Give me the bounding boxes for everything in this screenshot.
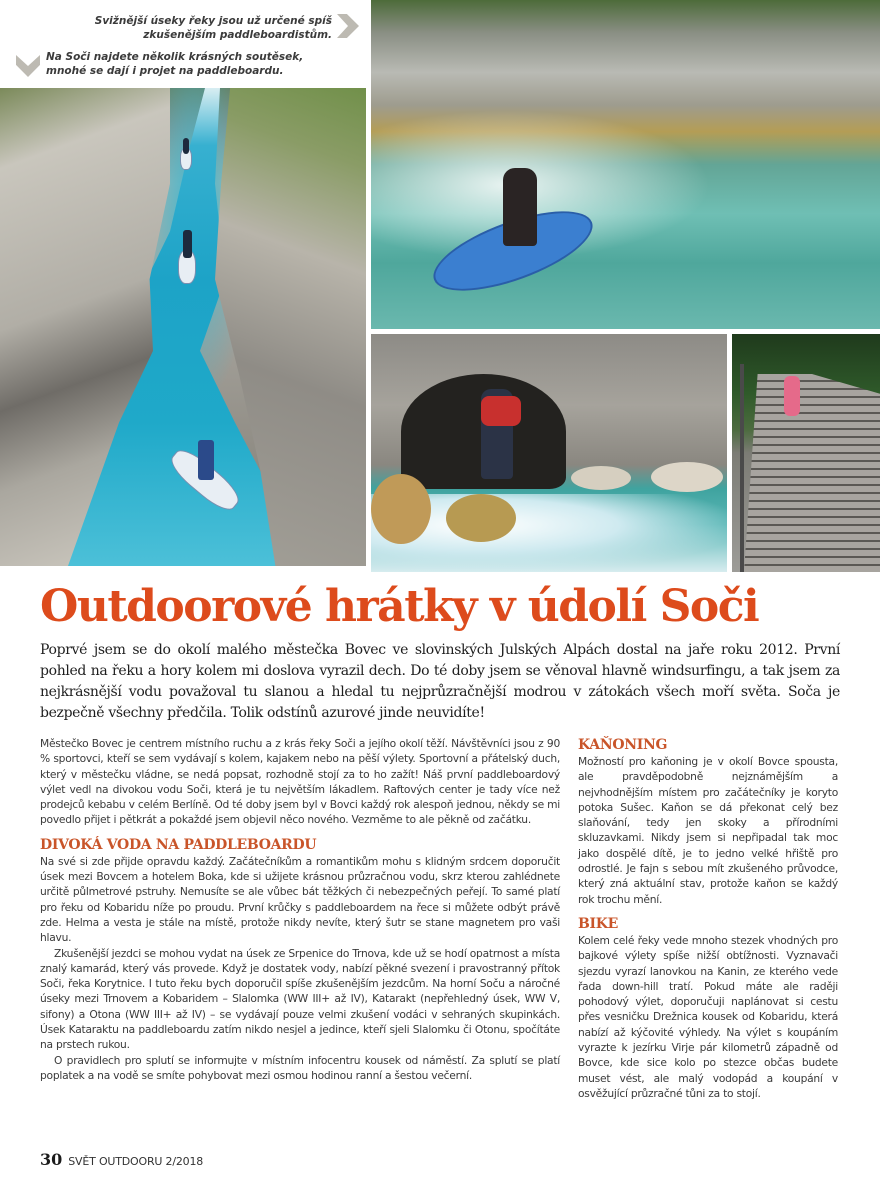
magazine-issue: SVĚT OUTDOORU 2/2018	[68, 1155, 204, 1168]
paddler-figure	[198, 440, 214, 480]
section-heading-whitewater: DIVOKÁ VODA NA PADDLEBOARDU	[40, 836, 317, 853]
intro-paragraph: Městečko Bovec je centrem místního ruchu a z krás řeky Soči a jejího okolí těží. Návštěvníci jsou z 90 % sportovci, kteří se sem vydávají s kolem, kajakem nebo na pěší výlety. Sportovní a přátelský duch, který v městečku vládne, se nedá popsat, rozhodně stojí za to ho zažít! Náš první paddleboardový výlet vedl na divokou vodu Soči, která je tu největším lákadlem. Raftových center je tady více než prodejců kebabu v celém Berlíně. Od té doby jsem byl v Bovci každý rok alespoň jednou, někdy se mi povedlo přijet i pětkrát a pokaždé jsem objevil něco nového. Vezměme to ale pěkně od začátku.	[40, 737, 560, 827]
article-lead: Poprvé jsem se do okolí malého městečka Bovec ve slovinských Julských Alpách dostal na jaře roku 2012. První pohled na řeku a hory kolem mi doslova vyrazil dech. Do té doby jsem se věnoval hlavně windsurfingu, a tak jsem za nejkrásnější vodu považoval tu slanou a hledal tu nejprůzračnější modrou v zátokách všech moří světa. Soča je bezpečně všechny předčila. Tolik odstínů azurové jinde neuvidíte!	[40, 642, 840, 721]
bridge-deck	[744, 374, 880, 572]
boulder	[571, 466, 631, 490]
caption-line: mnohé se dají i projet na paddleboardu.	[46, 65, 284, 77]
cyclist-figure	[784, 376, 800, 416]
paddler-figure	[503, 168, 537, 246]
boulder	[446, 494, 516, 542]
article-headline: Outdoorové hrátky v údolí Soči	[40, 581, 759, 632]
body-paragraph: Kolem celé řeky vede mnoho stezek vhodných pro bajkové výlety spíše nižší obtížnosti. Vyznavači sjezdu vyrazí lanovkou na Kanin, ze kterého vede řada down-hill tratí. Pokud máte ale raději pohodový výlet, doporučuji naplánovat si cestu přes vesničku Drežnica kousek od Kobaridu, která nabízí až kýčovité výhledy. Na výlet s koupáním vyrazte k jezírku Virje pár kilometrů západně od Bovce, kde sice kolo po stezce občas budete muset vést, ale malý vodopád a koupání v osvěžující průzračné tůni za to stojí.	[578, 933, 838, 1100]
body-column-right	[578, 736, 838, 1101]
chevron-down-icon	[16, 55, 40, 77]
photo-caption-left	[46, 50, 346, 78]
body-paragraph: O pravidlech pro splutí se informujte v místním infocentru kousek od náměstí. Za splutí se platí poplatek a na vodě se smíte pohybovat mezi osmou hodinou ranní a šestou večerní.	[40, 1053, 560, 1082]
paddler-jacket	[481, 396, 521, 426]
page-footer	[40, 1150, 203, 1169]
page-number: 30	[40, 1150, 63, 1169]
caption-line: zkušenějším paddleboardistům.	[143, 29, 332, 41]
paddler-figure	[183, 230, 192, 258]
photo-cave-paddleboarder	[371, 334, 727, 572]
boulder	[371, 474, 431, 544]
caption-line: Na Soči najdete několik krásných soutěsek,	[46, 51, 304, 63]
boulder	[651, 462, 723, 492]
photo-canyon-paddleboarders	[0, 88, 366, 566]
section-heading-canyoning: KAŇONING	[578, 737, 668, 753]
bridge-rail	[740, 364, 744, 572]
photo-caption-top	[72, 14, 332, 42]
photo-rapid-paddleboarder	[371, 0, 880, 329]
caption-line: Svižnější úseky řeky jsou už určené spíš	[94, 15, 332, 27]
photo-bridge-cyclist	[732, 334, 880, 572]
body-column-left	[40, 736, 560, 1083]
body-paragraph: Zkušenější jezdci se mohou vydat na úsek ze Srpenice do Trnova, kde už se hodí opatrnost a místa znalý kamarád, který vás provede. Když je dostatek vody, nabízí pěkné svezení i pravostranný přítok Soči, řeka Korytnice. I tuto řeku bych doporučil spíše zkušenějším jezdcům. Na horní Soču a náročné úseky mezi Trnovem a Kobaridem – Slalomka (WW III+ až IV), Katarakt (nepřehledný úsek, WW V, sifony) a Otona (WW III+ až IV) – se vydávají pouze velmi zkušení vodáci v sehraných skupinkách. Úsek Kataraktu na paddleboardu zatím nikdo nesjel a jedince, kteří sjeli Slalomku či Otonu, spočítáte na prstech rukou.	[40, 946, 560, 1052]
body-paragraph: Na své si zde přijde opravdu každý. Začátečníkům a romantikům mohu s klidným srdcem doporučit úsek mezi Bovcem a hotelem Boka, kde si užijete krásnou průzračnou vodu, skrz kterou zahlédnete určitě půlmetrové pstruhy. Nemusíte se ale vůbec bát těžkých či nebezpečných peřejí. To samé platí pro řeku od Kobaridu níže po proudu. První krůčky s paddleboardem na řece si můžete odbýt právě zde. Helma a vesta je stále na místě, protože nikdy nevíte, který šutr se stane magnetem pro vaši hlavu.	[40, 854, 560, 945]
paddler-figure	[183, 138, 189, 154]
chevron-right-icon	[337, 14, 359, 38]
section-heading-bike: BIKE	[578, 915, 619, 932]
body-paragraph: Možností pro kaňoning je v okolí Bovce spousta, ale pravděpodobně nejznámějším a nejvhodnějším místem pro začátečníky je koryto potoka Sušec. Kaňon se dá překonat celý bez slaňování, tedy jen skoky a přírodními skluzavkami. Nikdy jsem si nepřipadal tak moc jako dospělé dítě, je to jedno velké hřiště pro odrostlé. Je fajn s sebou mít zkušeného průvodce, který zná aktuální stav, protože kaňon se každý rok trochu mění.	[578, 755, 838, 906]
